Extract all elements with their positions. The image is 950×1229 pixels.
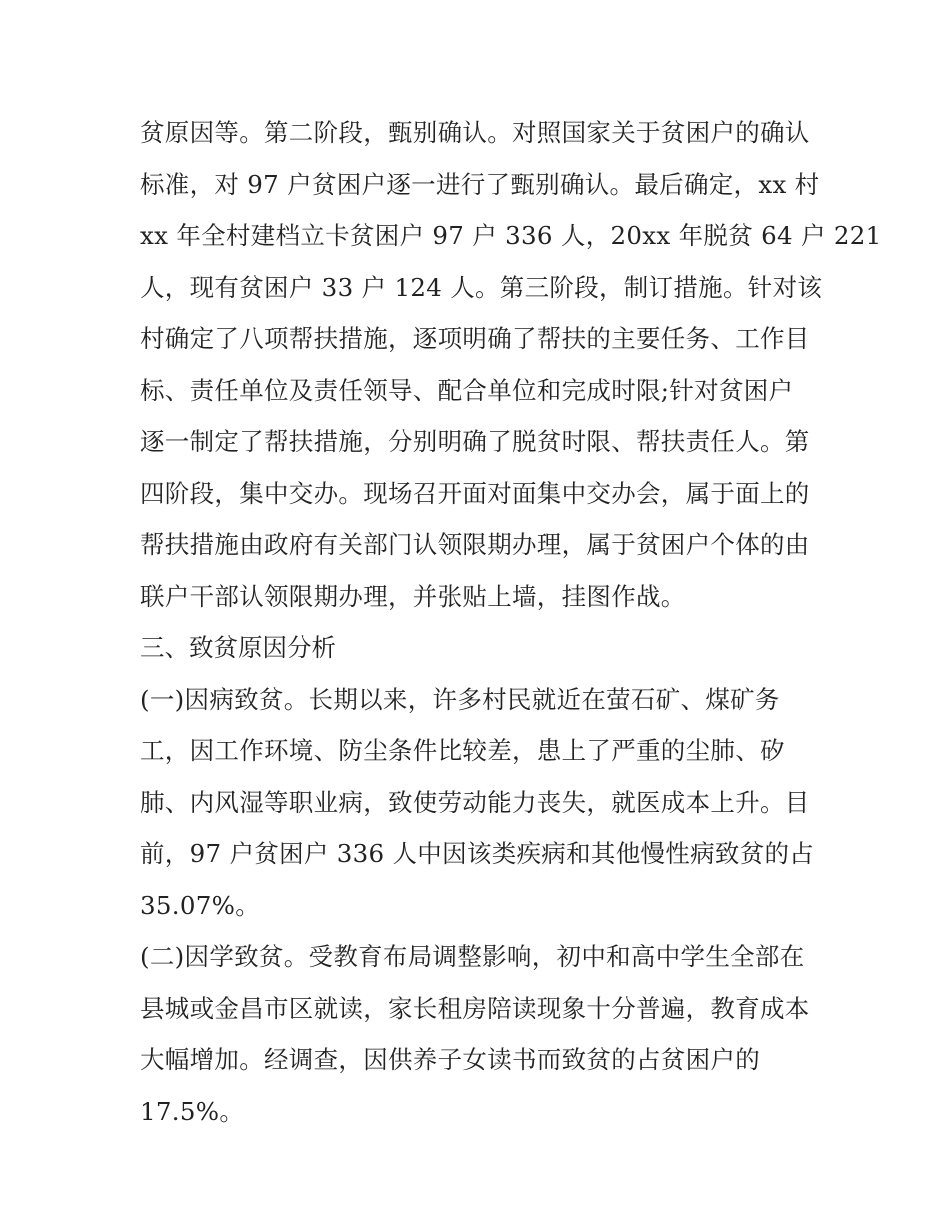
section-heading: 三、致贫原因分析 <box>140 633 336 662</box>
text-line: 人，现有贫困户 33 户 124 人。第三阶段，制订措施。针对该 <box>140 272 823 302</box>
text-line: 35.07%。 <box>140 890 261 920</box>
text-line: (一)因病致贫。长期以来，许多村民就近在萤石矿、煤矿务 <box>140 684 780 714</box>
text-line: 大幅增加。经调查，因供养子女读书而致贫的占贫困户的 <box>140 1045 760 1074</box>
text-line: 标准，对 97 户贫困户逐一进行了甄别确认。最后确定，xx 村 <box>140 169 820 199</box>
text-line: 贫原因等。第二阶段，甄别确认。对照国家关于贫困户的确认 <box>140 118 810 147</box>
text-line: 联户干部认领限期办理，并张贴上墙，挂图作战。 <box>140 581 686 611</box>
text-line: 17.5%。 <box>140 1096 245 1126</box>
text-line: xx 年全村建档立卡贫困户 97 户 336 人，20xx 年脱贫 64 户 221 <box>140 221 882 250</box>
text-line: 逐一制定了帮扶措施，分别明确了脱贫时限、帮扶责任人。第 <box>140 427 810 456</box>
text-line: 帮扶措施由政府有关部门认领限期办理，属于贫困户个体的由 <box>140 530 810 559</box>
text-line: (二)因学致贫。受教育布局调整影响，初中和高中学生全部在 <box>140 942 805 971</box>
text-line: 村确定了八项帮扶措施，逐项明确了帮扶的主要任务、工作目 <box>140 324 810 353</box>
text-line: 县城或金昌市区就读，家长租房陪读现象十分普遍，教育成本 <box>140 993 810 1023</box>
document-body <box>140 107 882 1137</box>
text-line: 标、责任单位及责任领导、配合单位和完成时限;针对贫困户 <box>140 375 794 405</box>
text-line: 四阶段，集中交办。现场召开面对面集中交办会，属于面上的 <box>140 478 810 508</box>
text-line: 前，97 户贫困户 336 人中因该类疾病和其他慢性病致贫的占 <box>140 839 815 868</box>
text-line: 肺、内风湿等职业病，致使劳动能力丧失，就医成本上升。目 <box>140 787 810 817</box>
text-line: 工，因工作环境、防尘条件比较差，患上了严重的尘肺、矽 <box>140 736 785 765</box>
